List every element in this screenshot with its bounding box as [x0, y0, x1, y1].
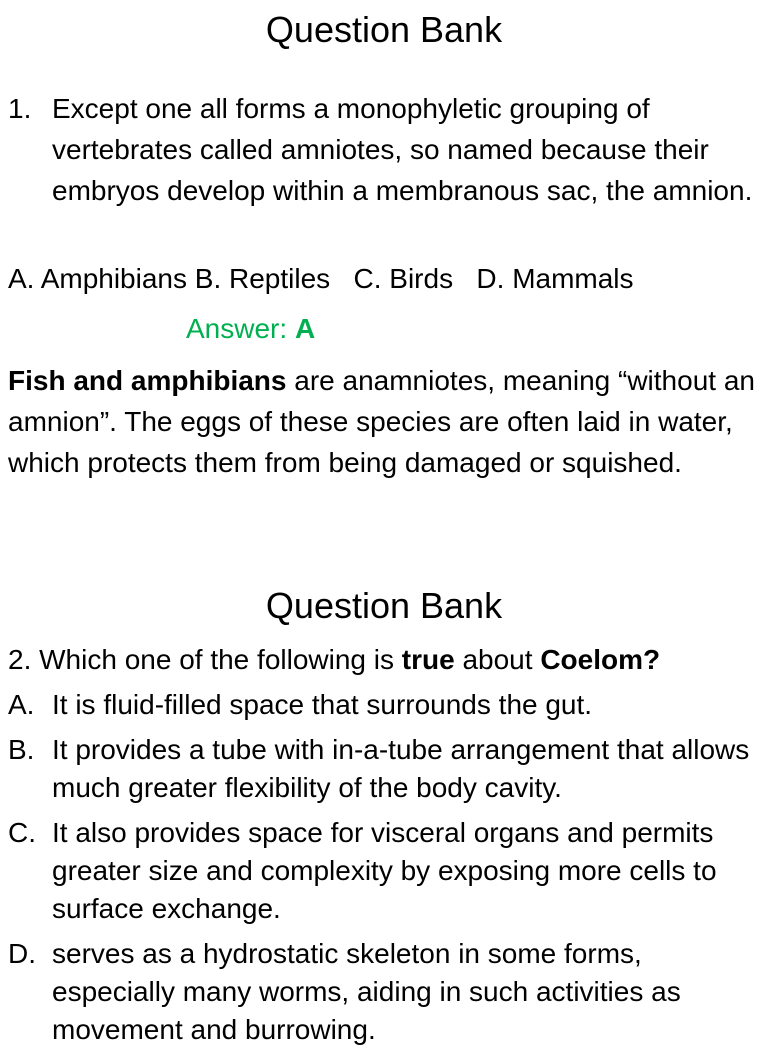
explanation-text: are anamniotes, meaning “without an amnion”. The eggs of these species are often laid in water, which protects them from being damaged or squished.: [8, 365, 755, 478]
option-c: [8, 814, 754, 928]
option-letter: D.: [8, 938, 36, 969]
question-number: 1.: [8, 93, 32, 124]
option-text: It provides a tube with in-a-tube arrangement that allows much greater flexibility of the body cavity.: [52, 734, 750, 803]
question-prefix: 2. Which one of the following is: [8, 644, 402, 675]
option-letter: A.: [8, 689, 35, 720]
slide-title: Question Bank: [265, 9, 503, 50]
question-2: [8, 642, 760, 678]
explanation: [8, 360, 758, 483]
option-letter: C.: [8, 817, 36, 848]
answer-line: [186, 311, 315, 347]
explanation-bold: Fish and amphibians: [8, 365, 287, 396]
slide-question-2: [0, 580, 768, 1045]
question-1: [8, 88, 758, 211]
option-text: It also provides space for visceral organs and permits greater size and complexity by exposing more cells to surface exchange.: [52, 817, 717, 924]
question-bold-coelom: Coelom?: [540, 644, 661, 675]
option-text: serves as a hydrostatic skeleton in some forms, especially many worms, aiding in such activities as movement and burrowing.: [52, 938, 681, 1045]
option-letter: B.: [8, 734, 35, 765]
answer-value: A: [294, 313, 316, 344]
answer-label: Answer:: [186, 313, 295, 344]
option-d: [8, 935, 754, 1049]
question-mid: about: [454, 644, 541, 675]
option-a: [8, 686, 754, 724]
option-list: [8, 686, 754, 1056]
option-b: [8, 731, 754, 807]
question-bold-true: true: [401, 644, 455, 675]
option-text: It is fluid-filled space that surrounds the gut.: [52, 689, 593, 720]
question-text: Except one all forms a monophyletic grouping of vertebrates called amniotes, so named because their embryos develop within a membranous sac, the amnion.: [52, 93, 753, 206]
answer-options: A. Amphibians B. Reptiles C. Birds D. Mammals: [8, 263, 634, 294]
slide-title: Question Bank: [265, 585, 503, 626]
